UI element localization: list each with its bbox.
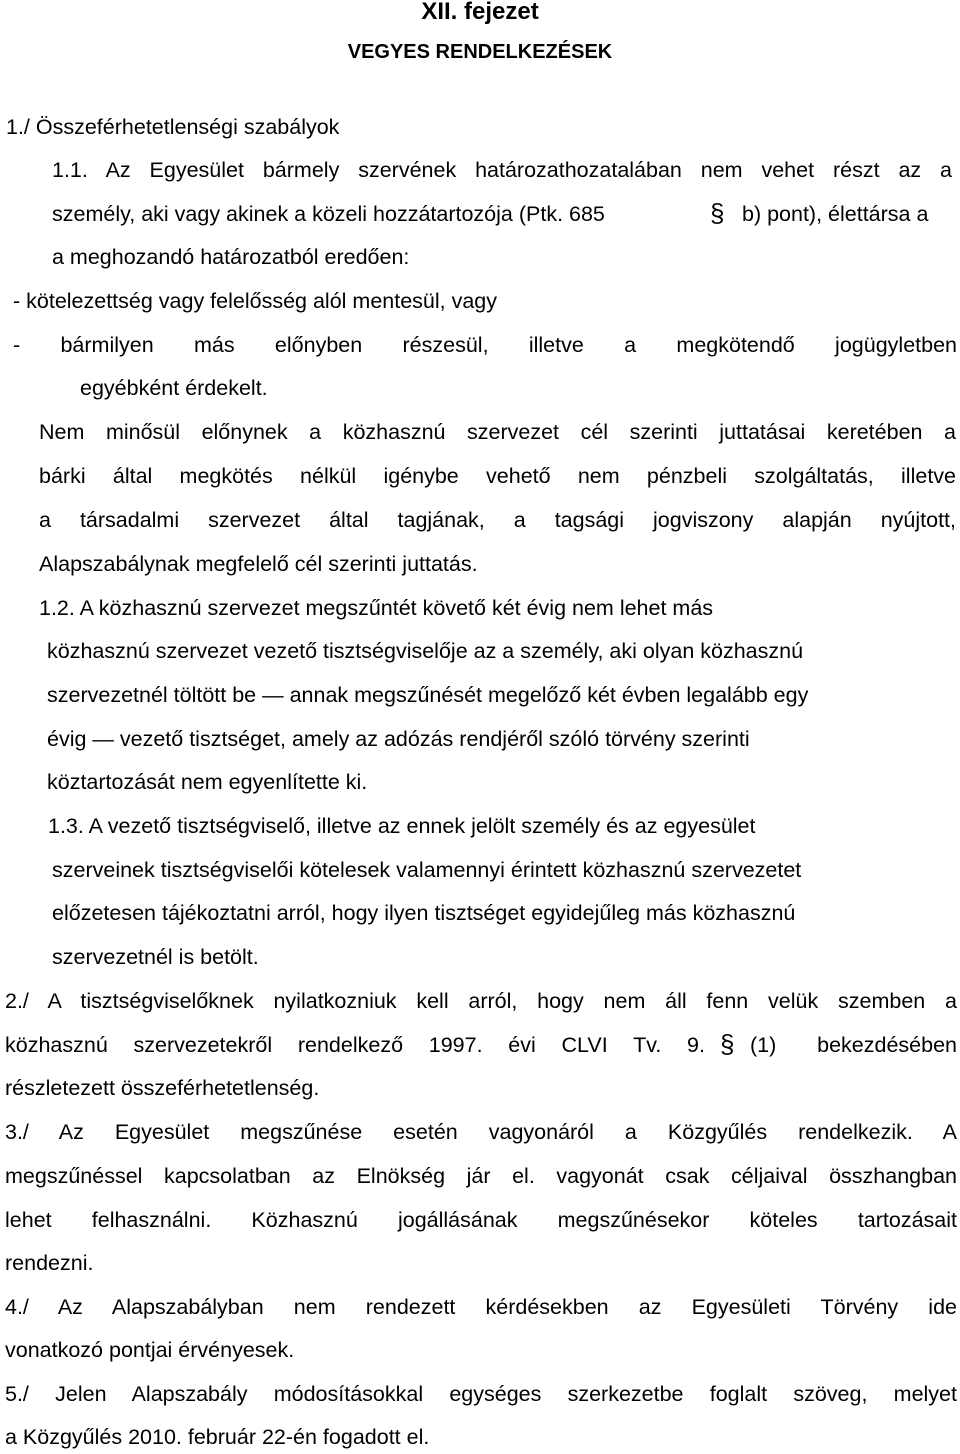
p12-line1: 1.2. A közhasznú szervezet megszűntét követő két évig nem lehet más [39, 596, 714, 620]
p11-note-line4: Alapszabálynak megfelelő cél szerinti juttatás. [39, 552, 478, 576]
p11-line2a: személy, aki vagy akinek a közeli hozzátartozója (Ptk. 685 [52, 202, 605, 226]
section-sign: § [720, 1029, 735, 1059]
section-3-line2: megszűnéssel kapcsolatban az Elnökség jár el. vagyonát csak céljaival összhangban [5, 1164, 957, 1188]
p11-note-line3: a társadalmi szervezet által tagjának, a tagsági jogviszony alapján nyújtott, [39, 508, 956, 532]
p11-bullet2-cont: egyébként érdekelt. [80, 376, 268, 400]
p13-line3: előzetesen tájékoztatni arról, hogy ilyen tisztséget egyidejűleg más közhasznú [52, 901, 796, 925]
p11-bullet2: - bármilyen más előnyben részesül, illetve a megkötendő jogügyletben [13, 333, 957, 357]
section-4-line2: vonatkozó pontjai érvényesek. [5, 1338, 295, 1362]
section-3-line4: rendezni. [5, 1251, 94, 1275]
section-2-line2a: közhasznú szervezetekről rendelkező 1997. évi CLVI Tv. 9. [5, 1033, 705, 1057]
p11-note-line2: bárki által megkötés nélkül igénybe vehető nem pénzbeli szolgáltatás, illetve [39, 464, 956, 488]
p13-line2: szerveinek tisztségviselői kötelesek valamennyi érintett közhasznú szervezetet [52, 858, 802, 882]
section-2-line3: részletezett összeférhetetlenség. [5, 1076, 320, 1100]
p11-line3: a meghozandó határozatból eredően: [52, 245, 410, 269]
p13-line1: 1.3. A vezető tisztségviselő, illetve az ennek jelölt személy és az egyesület [48, 814, 756, 838]
chapter-title: XII. fejezet [421, 0, 539, 25]
p12-line2: közhasznú szervezet vezető tisztségviselője az a személy, aki olyan közhasznú [47, 639, 804, 663]
section-5-line2: a Közgyűlés 2010. február 22-én fogadott el. [5, 1425, 430, 1449]
p12-line3: szervezetnél töltött be — annak megszűnését megelőző két évben legalább egy [47, 683, 809, 707]
section-2-line2b: (1) bekezdésében [750, 1033, 957, 1057]
p11-note-line1: Nem minősül előnynek a közhasznú szervezet cél szerinti juttatásai keretében a [39, 420, 956, 444]
p13-line4: szervezetnél is betölt. [52, 945, 259, 969]
section-4-line1: 4./ Az Alapszabályban nem rendezett kérdésekben az Egyesületi Törvény ide [5, 1295, 957, 1319]
p12-line5: köztartozását nem egyenlítette ki. [47, 770, 368, 794]
section-1-title: 1./ Összeférhetetlenségi szabályok [6, 115, 340, 139]
section-2-line1: 2./ A tisztségviselőknek nyilatkozniuk kell arról, hogy nem áll fenn velük szemben a [5, 989, 957, 1013]
p11-line1: 1.1. Az Egyesület bármely szervének határozathozatalában nem vehet részt az a [52, 158, 952, 182]
p12-line4: évig — vezető tisztséget, amely az adózás rendjéről szóló törvény szerinti [47, 727, 750, 751]
p11-line2b: b) pont), élettársa a [742, 202, 929, 226]
section-3-line3: lehet felhasználni. Közhasznú jogállásának megszűnésekor köteles tartozásait [5, 1208, 957, 1232]
section-sign: § [710, 198, 725, 228]
p11-bullet1: - kötelezettség vagy felelősség alól mentesül, vagy [13, 289, 498, 313]
chapter-subtitle: VEGYES RENDELKEZÉSEK [347, 41, 613, 63]
section-5-line1: 5./ Jelen Alapszabály módosításokkal egységes szerkezetbe foglalt szöveg, melyet [5, 1382, 957, 1406]
section-3-line1: 3./ Az Egyesület megszűnése esetén vagyonáról a Közgyűlés rendelkezik. A [5, 1120, 957, 1144]
